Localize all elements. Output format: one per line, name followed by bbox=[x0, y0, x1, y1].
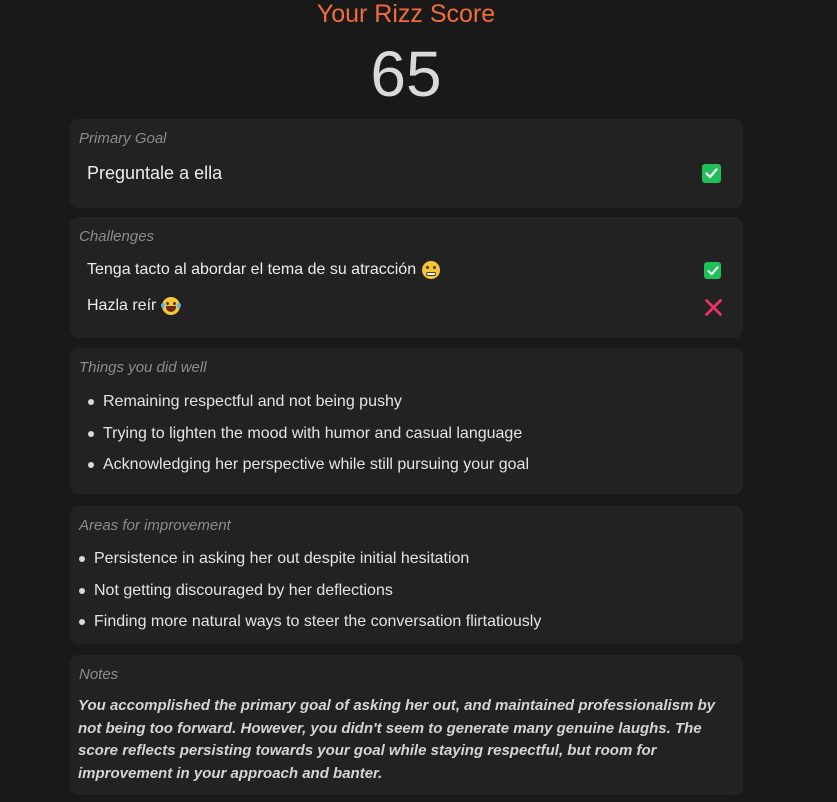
grimacing-face-emoji bbox=[422, 261, 440, 279]
list-item: Remaining respectful and not being pushy bbox=[88, 392, 529, 424]
challenge-text: Hazla reír bbox=[87, 297, 157, 314]
bullet bbox=[79, 619, 85, 625]
primary-goal-card bbox=[70, 119, 743, 208]
challenges-label: Challenges bbox=[79, 228, 155, 245]
primary-goal-text: Preguntale a ella bbox=[87, 163, 223, 183]
notes-card bbox=[70, 655, 743, 795]
rizz-score-value: 65 bbox=[370, 38, 442, 110]
page-title: Your Rizz Score bbox=[316, 0, 496, 28]
did-well-list bbox=[88, 392, 529, 487]
did-well-label: Things you did well bbox=[79, 359, 207, 376]
improvement-list bbox=[79, 549, 541, 644]
bullet bbox=[79, 556, 85, 562]
challenge-item bbox=[87, 297, 180, 315]
list-item: Persistence in asking her out despite initial hesitation bbox=[79, 549, 541, 581]
challenge-text: Tenga tacto al abordar el tema de su atracción bbox=[87, 261, 417, 278]
laughing-tears-emoji bbox=[162, 297, 180, 315]
bullet bbox=[88, 399, 94, 405]
list-item: Not getting discouraged by her deflections bbox=[79, 581, 541, 613]
bullet bbox=[79, 588, 85, 594]
check-icon bbox=[702, 164, 721, 183]
list-item: Finding more natural ways to steer the conversation flirtatiously bbox=[79, 612, 541, 644]
check-icon bbox=[704, 262, 721, 279]
bullet bbox=[88, 462, 94, 468]
bullet bbox=[88, 431, 94, 437]
challenges-card bbox=[70, 217, 743, 338]
improvement-card bbox=[70, 506, 743, 644]
challenge-item bbox=[87, 261, 440, 279]
did-well-card bbox=[70, 348, 743, 494]
notes-text: You accomplished the primary goal of asking her out, and maintained professionalism by not being too forward. However, you didn't seem to generate many genuine laughs. The score reflects persisting towards your goal while staying respectful, but room for improvement in your approach and banter. bbox=[78, 697, 716, 782]
primary-goal-label: Primary Goal bbox=[79, 130, 167, 147]
notes-label: Notes bbox=[79, 666, 119, 683]
list-item: Trying to lighten the mood with humor and casual language bbox=[88, 424, 529, 456]
improvement-label: Areas for improvement bbox=[79, 517, 231, 534]
list-item: Acknowledging her perspective while still pursuing your goal bbox=[88, 455, 529, 487]
cross-icon bbox=[703, 297, 723, 317]
